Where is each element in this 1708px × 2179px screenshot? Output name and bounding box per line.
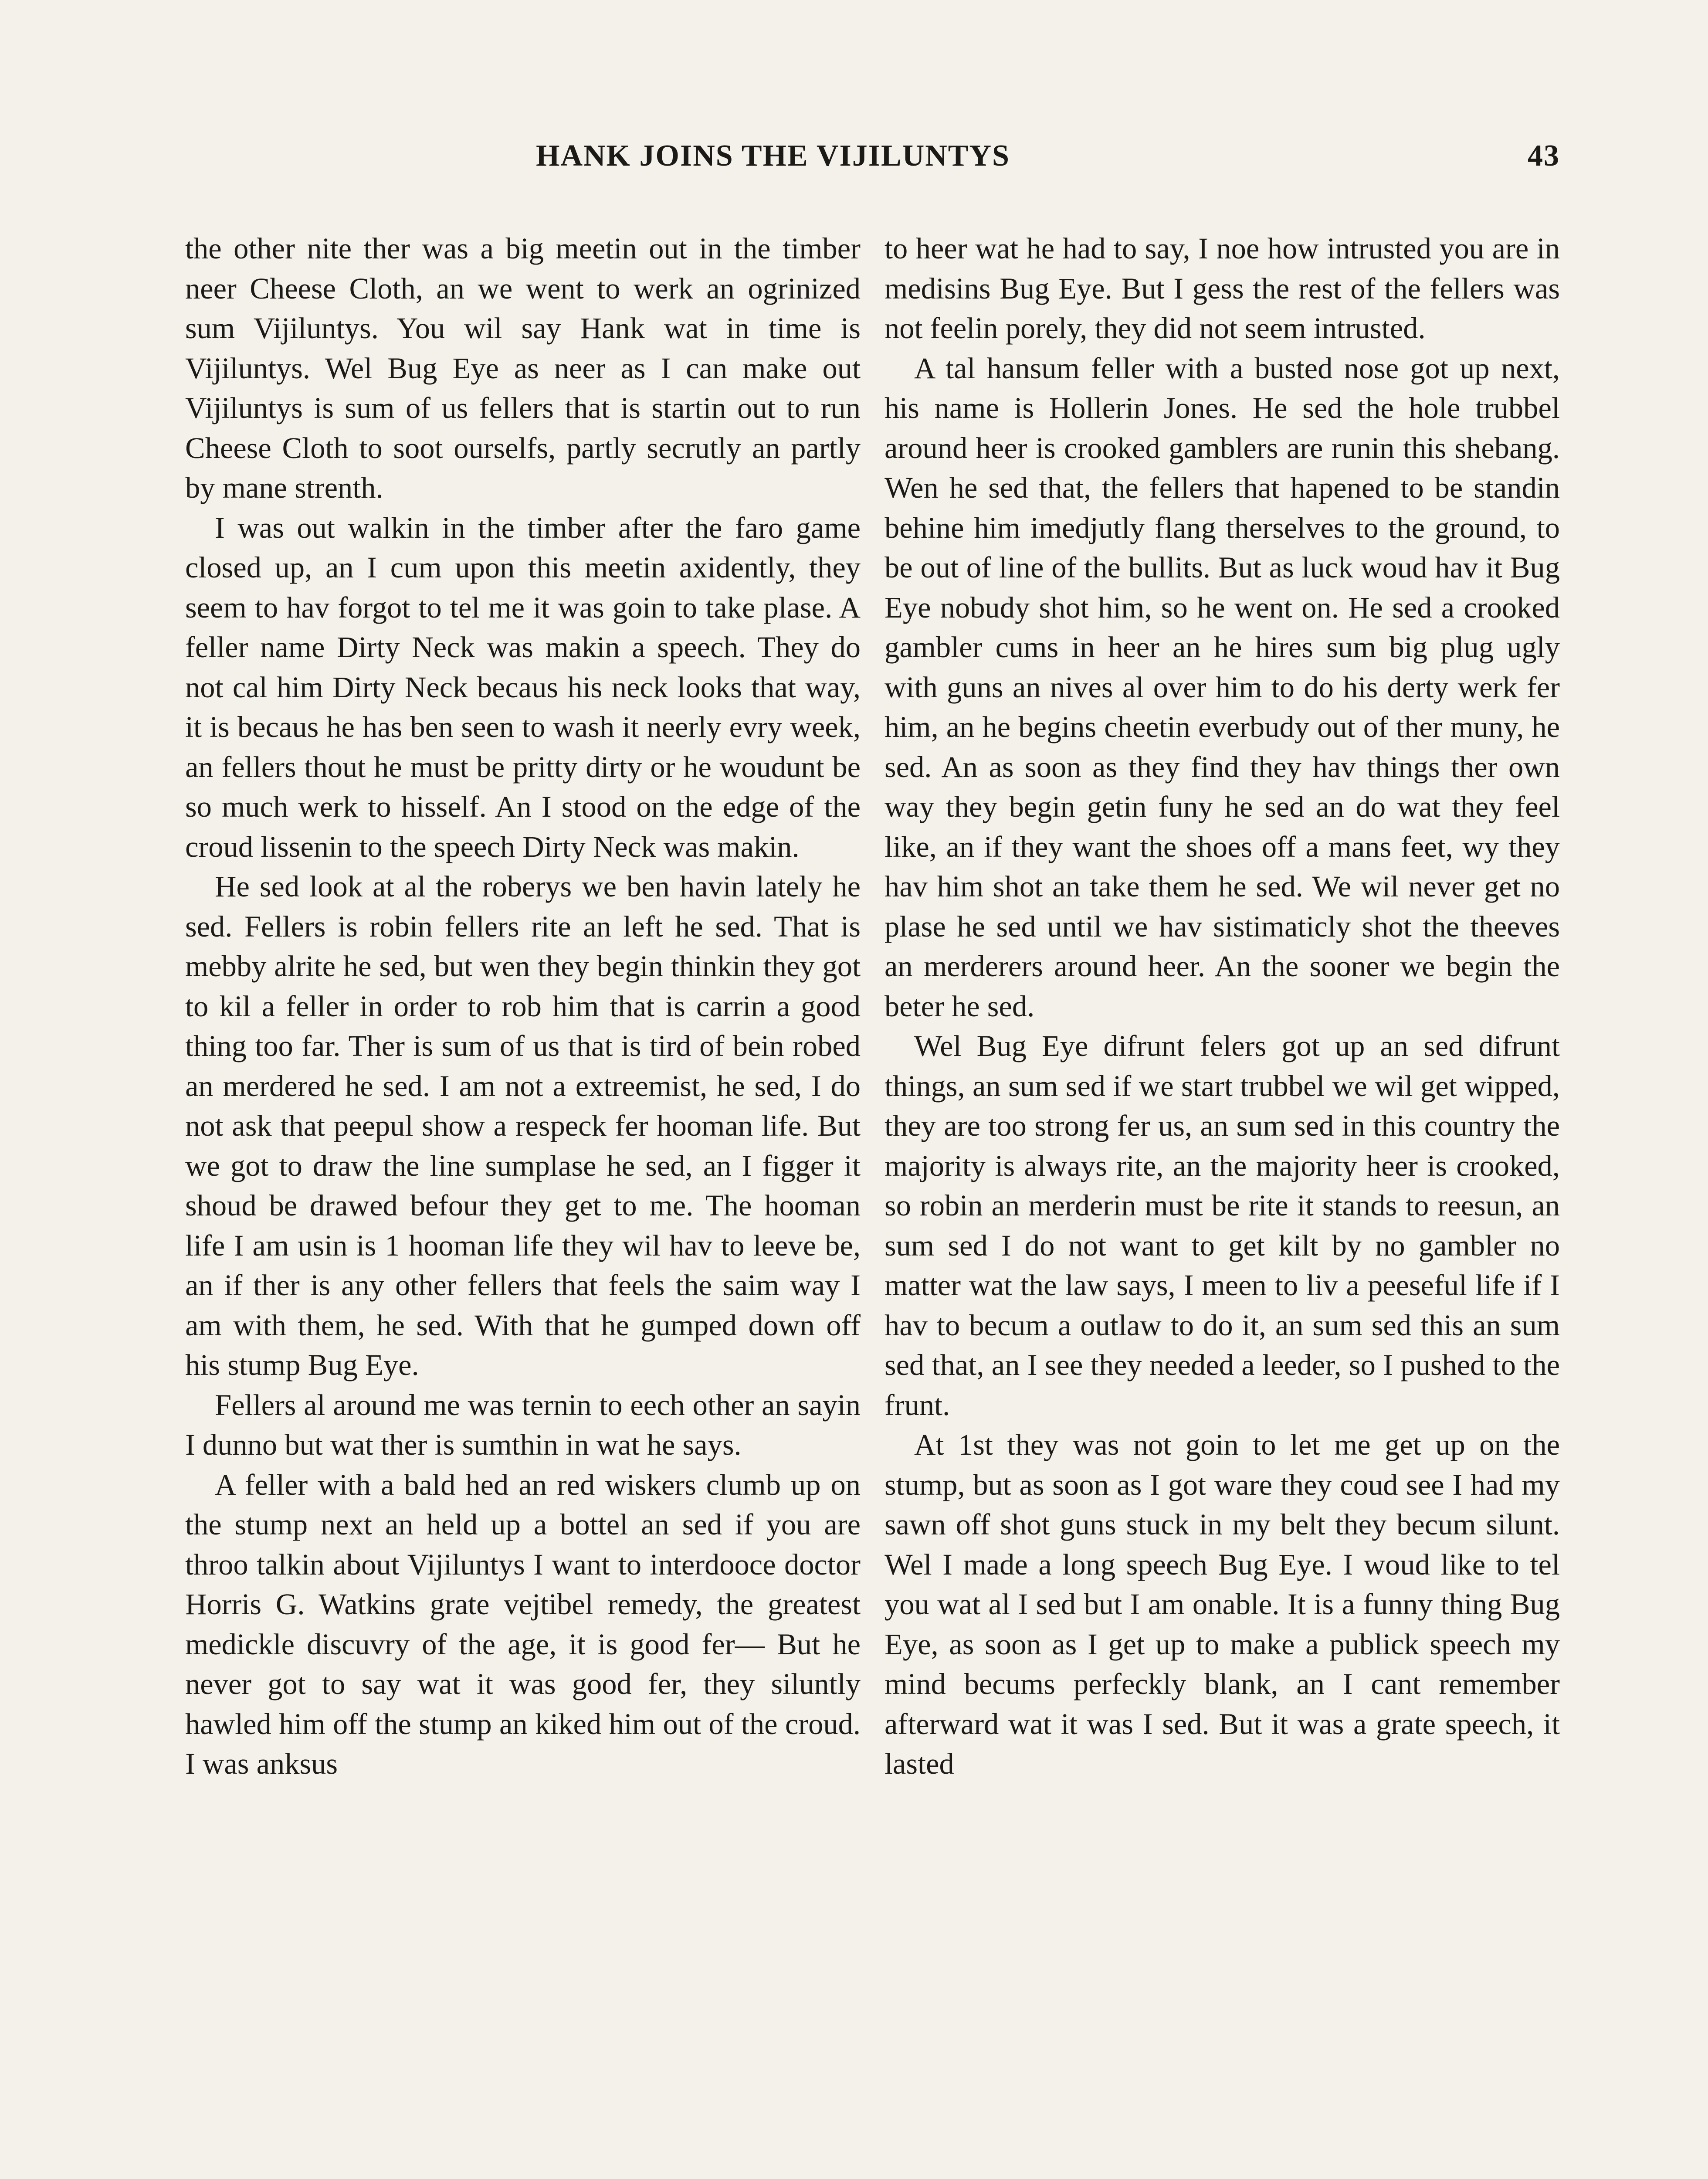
paragraph: At 1st they was not goin to let me get up on the stump, but as soon as I got ware they coud see I had my sawn off shot guns stuck in my belt they becum silunt. Wel I made a long speech Bug Eye. I woud like to tel you wat al I sed but I am onable. It is a funny thing Bug Eye, as soon as I get up to make a publick speech my mind becums perfeckly blank, an I cant remember afterward wat it was I sed. But it was a grate speech, it lasted [884, 1428, 1560, 1780]
paragraph: He sed look at al the roberys we ben havin lately he sed. Fellers is robin fellers rite an left he sed. That is mebby alrite he sed, but wen they begin thinkin they got to kil a feller in order to rob him that is carrin a good thing too far. Ther is sum of us that is tird of bein robed an merdered he sed. I am not a extreemist, he sed, I do not ask that peepul show a respeck fer hooman life. But we got to draw the line sumplase he sed, an I figger it shoud be drawed befour they get to me. The hooman life I am usin is 1 hooman life they wil hav to leeve be, an if ther is any other fellers that feels the saim way I am with them, he sed. With that he gumped down off his stump Bug Eye. [185, 870, 861, 1381]
left-column [185, 229, 861, 1784]
paragraph: the other nite ther was a big meetin out in the timber neer Cheese Cloth, an we went to werk an ogrinized sum Vijiluntys. You wil say Hank wat in time is Vijiluntys. Wel Bug Eye as neer as I can make out Vijiluntys is sum of us fellers that is startin out to run Cheese Cloth to soot ourselfs, partly secrutly an partly by mane strenth. [185, 232, 861, 504]
paragraph: A tal hansum feller with a busted nose got up next, his name is Hollerin Jones. He sed the hole trubbel around heer is crooked gamblers are runin this shebang. Wen he sed that, the fellers that hapened to be standin behine him imedjutly flang therselves to the ground, to be out of line of the bullits. But as luck woud hav it Bug Eye nobudy shot him, so he went on. He sed a crooked gambler cums in heer an he hires sum big plug ugly with guns an nives al over him to do his derty werk fer him, an he begins cheetin everbudy out of ther muny, he sed. An as soon as they find they hav things ther own way they begin getin funy he sed an do wat they feel like, an if they want the shoes off a mans feet, wy they hav him shot an take them he sed. We wil never get no plase he sed until we hav sistimaticly shot the theeves an merderers around heer. An the sooner we begin the beter he sed. [884, 351, 1560, 1023]
running-head: HANK JOINS THE VIJILUNTYS [536, 139, 1010, 173]
paragraph: I was out walkin in the timber after the faro game closed up, an I cum upon this meetin axidently, they seem to hav forgot to tel me it was goin to take plase. A feller name Dirty Neck was makin a speech. They do not cal him Dirty Neck becaus his neck looks that way, it is becaus he has ben seen to wash it neerly evry week, an fellers thout he must be pritty dirty or he woudunt be so much werk to hisself. An I stood on the edge of the croud lissenin to the speech Dirty Neck was makin. [185, 511, 861, 863]
paragraph: A feller with a bald hed an red wiskers clumb up on the stump next an held up a bottel an sed if you are throo talkin about Vijiluntys I want to interdooce doctor Horris G. Watkins grate vejtibel remedy, the greatest medickle discuvry of the age, it is good fer— But he never got to say wat it was good fer, they siluntly hawled him off the stump an kiked him out of the croud. I was anksus [185, 1468, 861, 1780]
page-number: 43 [1528, 139, 1560, 173]
paragraph: to heer wat he had to say, I noe how intrusted you are in medisins Bug Eye. But I gess the rest of the fellers was not feelin porely, they did not seem intrusted. [884, 232, 1560, 345]
paragraph: Fellers al around me was ternin to eech other an sayin I dunno but wat ther is sumthin in wat he says. [185, 1388, 861, 1461]
right-column [884, 229, 1560, 1784]
paragraph: Wel Bug Eye difrunt felers got up an sed difrunt things, an sum sed if we start trubbel we wil get wipped, they are too strong fer us, an sum sed in this country the majority is always rite, an the majority heer is crooked, so robin an merderin must be rite it stands to reesun, an sum sed I do not want to get kilt by no gambler no matter wat the law says, I meen to liv a peeseful life if I hav to becum a outlaw to do it, an sum sed this an sum sed that, an I see they needed a leeder, so I pushed to the frunt. [884, 1029, 1560, 1422]
